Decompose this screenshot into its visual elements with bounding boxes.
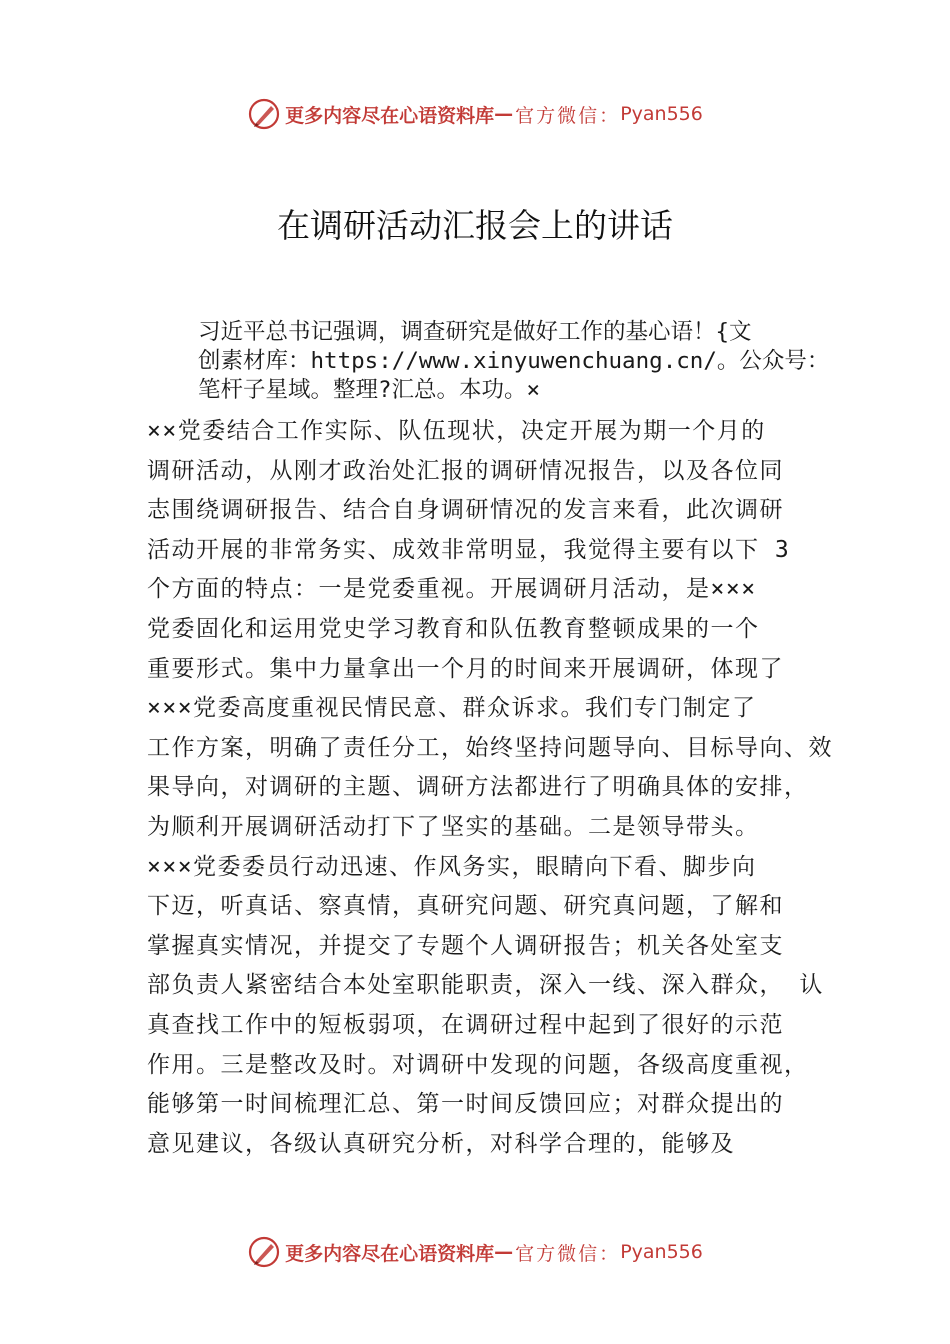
body-line: 党委固化和运用党史学习教育和队伍教育整顿成果的一个: [147, 615, 760, 642]
lead-paragraph: [198, 318, 838, 405]
lead-line: 创素材库：https://www.xinyuwenchuang.cn/。公众号：: [198, 348, 830, 374]
banner-wechat-id: Pyan556: [620, 1241, 703, 1263]
body-line: ×××党委高度重视民情民意、群众诉求。我们专门制定了: [147, 695, 757, 722]
body-line: 重要形式。集中力量拿出一个月的时间来开展调研，体现了: [147, 655, 784, 682]
body-line: 工作方案，明确了责任分工，始终坚持问题导向、目标导向、效: [147, 734, 833, 761]
body-paragraph: [147, 412, 837, 1164]
body-line: 能够第一时间梳理汇总、第一时间反馈回应；对群众提出的: [147, 1091, 784, 1118]
body-line: 活动开展的非常务实、成效非常明显，我觉得主要有以下 3: [147, 536, 791, 563]
footer-banner: [0, 1232, 950, 1272]
body-line: 志围绕调研报告、结合自身调研情况的发言来看，此次调研: [147, 497, 784, 524]
pen-logo-icon: [247, 97, 281, 131]
banner-wechat-label: 官方微信：: [515, 1242, 621, 1265]
body-line: 意见建议，各级认真研究分析，对科学合理的，能够及: [147, 1130, 735, 1157]
banner-text: 更多内容尽在心语资料库: [285, 1242, 495, 1265]
lead-line: 习近平总书记强调，调查研究是做好工作的基心语！{文: [198, 319, 752, 345]
banner-dash: —: [494, 103, 514, 125]
body-line: ×××党委委员行动迅速、作风务实，眼睛向下看、脚步向: [147, 853, 757, 880]
body-line: 下迈，听真话、察真情，真研究问题、研究真问题，了解和: [147, 893, 784, 920]
body-line: 作用。三是整改及时。对调研中发现的问题，各级高度重视，: [147, 1051, 809, 1078]
pen-logo-icon: [247, 1235, 281, 1269]
banner-wechat-id: Pyan556: [620, 103, 703, 125]
banner-text: 更多内容尽在心语资料库: [285, 104, 495, 127]
body-line: 个方面的特点：一是党委重视。开展调研月活动，是×××: [147, 576, 757, 603]
body-line: 调研活动，从刚才政治处汇报的调研情况报告，以及各位同: [147, 457, 784, 484]
body-line: 果导向，对调研的主题、调研方法都进行了明确具体的安排，: [147, 774, 809, 801]
body-line: 真查找工作中的短板弱项，在调研过程中起到了很好的示范: [147, 1011, 784, 1038]
body-line: ××党委结合工作实际、队伍现状，决定开展为期一个月的: [147, 418, 766, 444]
body-line: 掌握真实情况，并提交了专题个人调研报告；机关各处室支: [147, 932, 784, 959]
banner-wechat-label: 官方微信：: [515, 104, 621, 127]
page-title: 在调研活动汇报会上的讲话: [277, 206, 673, 245]
lead-line: 笔杆子星域。整理?汇总。本功。×: [198, 377, 541, 403]
header-banner: [0, 94, 950, 134]
body-line: 为顺利开展调研活动打下了坚实的基础。二是领导带头。: [147, 813, 760, 840]
banner-dash: —: [494, 1241, 514, 1263]
body-line: 部负责人紧密结合本处室职能职责，深入一线、深入群众， 认: [147, 972, 824, 999]
